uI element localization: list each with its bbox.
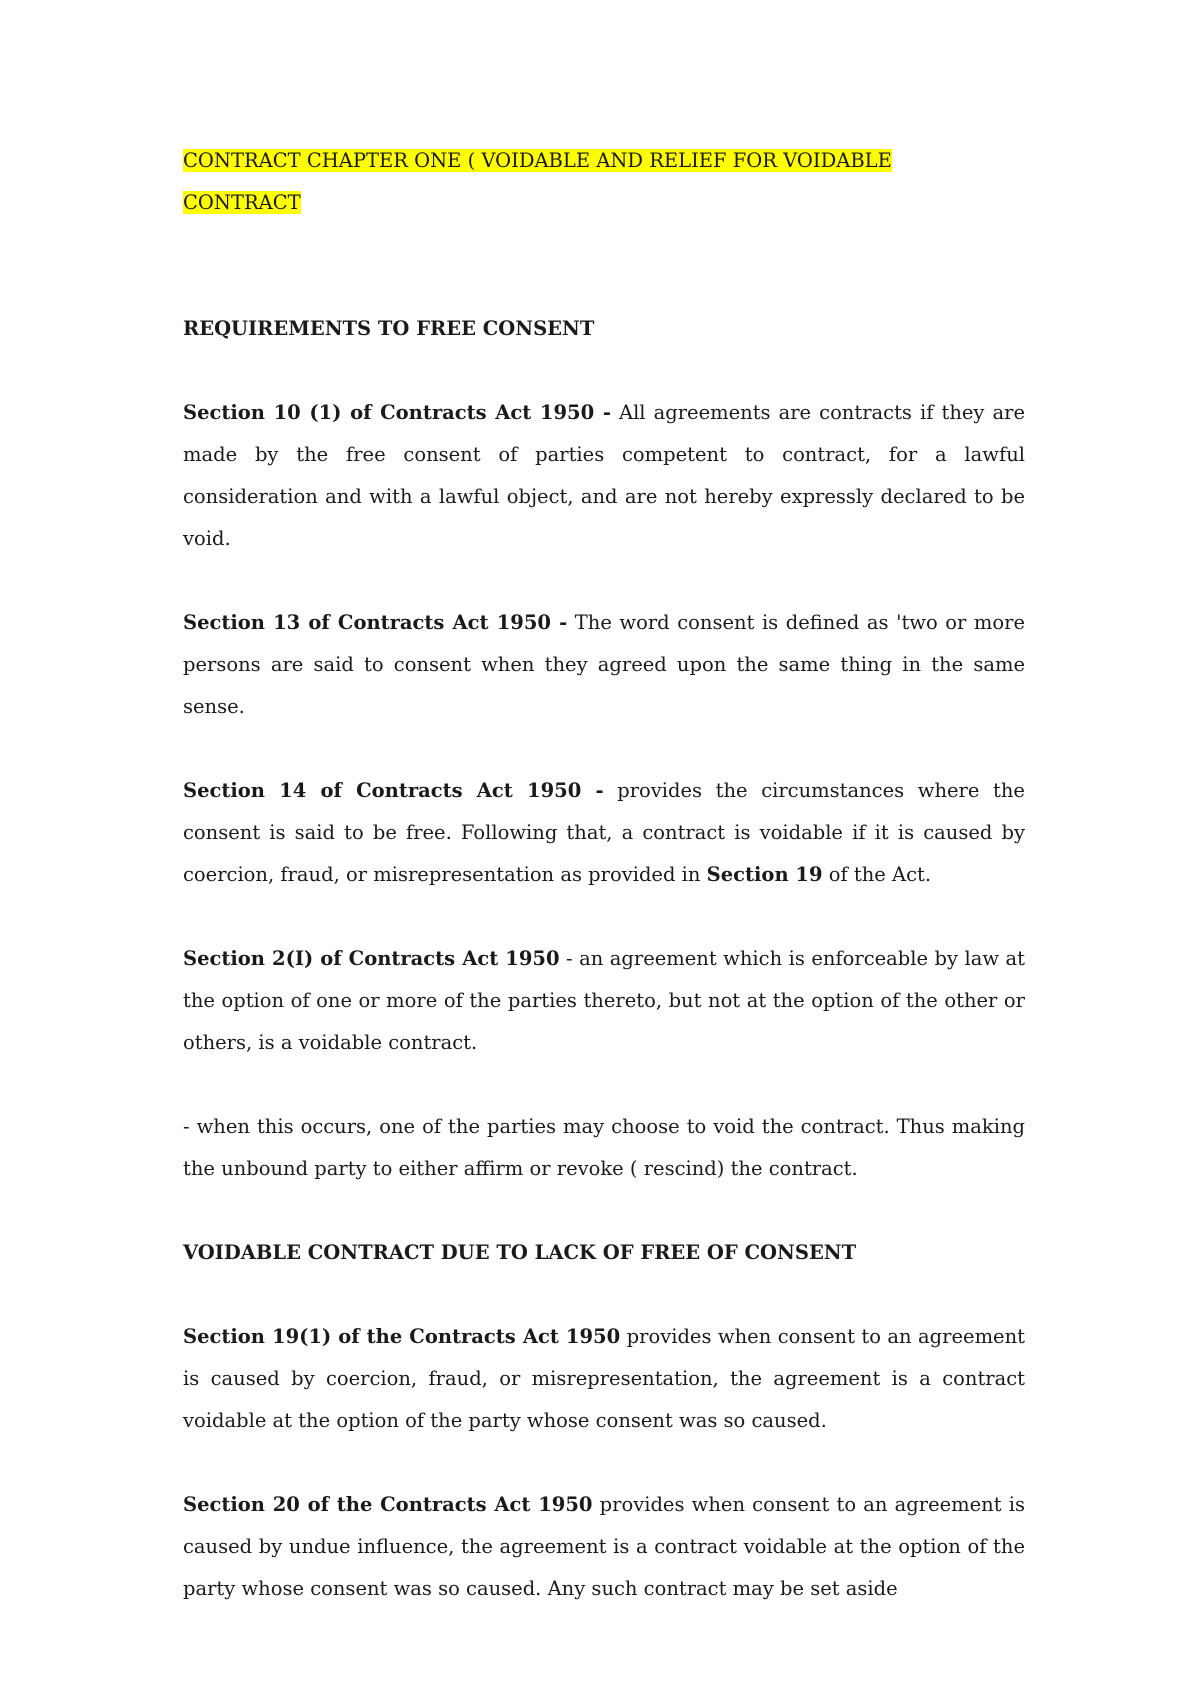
section-13-label: Section 13 of Contracts Act 1950 - xyxy=(183,611,568,634)
paragraph-section-10 xyxy=(183,392,1025,560)
section-14-text-a: provides the circumstances where the consent is said to be free. Following that, a contract is voidable if it is caused by coercion, fraud, or misrepresentation as provided in xyxy=(183,779,1025,886)
spacer xyxy=(183,350,1025,392)
document-title xyxy=(183,140,1025,224)
section-10-label: Section 10 (1) of Contracts Act 1950 - xyxy=(183,401,611,424)
title-line-2: CONTRACT xyxy=(183,191,301,214)
spacer xyxy=(183,1442,1025,1484)
spacer xyxy=(183,1190,1025,1232)
paragraph-section-19 xyxy=(183,1316,1025,1442)
spacer xyxy=(183,224,1025,308)
title-line-1: CONTRACT CHAPTER ONE ( VOIDABLE AND RELIEF FOR VOIDABLE xyxy=(183,149,892,172)
paragraph-section-2 xyxy=(183,938,1025,1064)
paragraph-section-14 xyxy=(183,770,1025,896)
paragraph-section-13 xyxy=(183,602,1025,728)
section-2-label: Section 2(I) of Contracts Act 1950 xyxy=(183,947,560,970)
section-14-label: Section 14 of Contracts Act 1950 - xyxy=(183,779,604,802)
spacer xyxy=(183,560,1025,602)
spacer xyxy=(183,1064,1025,1106)
section-2-text: - an agreement which is enforceable by law at the option of one or more of the parties thereto, but not at the option of the other or others, is a voidable contract. xyxy=(183,947,1025,1054)
section-20-label: Section 20 of the Contracts Act 1950 xyxy=(183,1493,593,1516)
section-heading-voidable: VOIDABLE CONTRACT DUE TO LACK OF FREE OF CONSENT xyxy=(183,1241,857,1264)
section-10-text: All agreements are contracts if they are made by the free consent of parties competent to contract, for a lawful consideration and with a lawful object, and are not hereby expressly declared to be void. xyxy=(183,401,1025,550)
section-19-reference: Section 19 xyxy=(706,863,823,886)
section-19-label: Section 19(1) of the Contracts Act 1950 xyxy=(183,1325,621,1348)
document-body xyxy=(183,140,1025,1610)
section-heading-requirements: REQUIREMENTS TO FREE CONSENT xyxy=(183,317,595,340)
spacer xyxy=(183,1274,1025,1316)
section-20-text: provides when consent to an agreement is caused by undue influence, the agreement is a contract voidable at the option of the party whose consent was so caused. Any such contract may be set aside xyxy=(183,1493,1026,1600)
section-14-text-b: of the Act. xyxy=(822,863,932,886)
paragraph-note: - when this occurs, one of the parties may choose to void the contract. Thus making the unbound party to either affirm or revoke ( rescind) the contract. xyxy=(183,1115,1025,1180)
spacer xyxy=(183,728,1025,770)
section-13-text: The word consent is defined as 'two or more persons are said to consent when they agreed upon the same thing in the same sense. xyxy=(183,611,1025,718)
paragraph-section-20 xyxy=(183,1484,1025,1610)
spacer xyxy=(183,896,1025,938)
section-19-text: provides when consent to an agreement is caused by coercion, fraud, or misrepresentation, the agreement is a contract voidable at the option of the party whose consent was so caused. xyxy=(183,1325,1025,1432)
